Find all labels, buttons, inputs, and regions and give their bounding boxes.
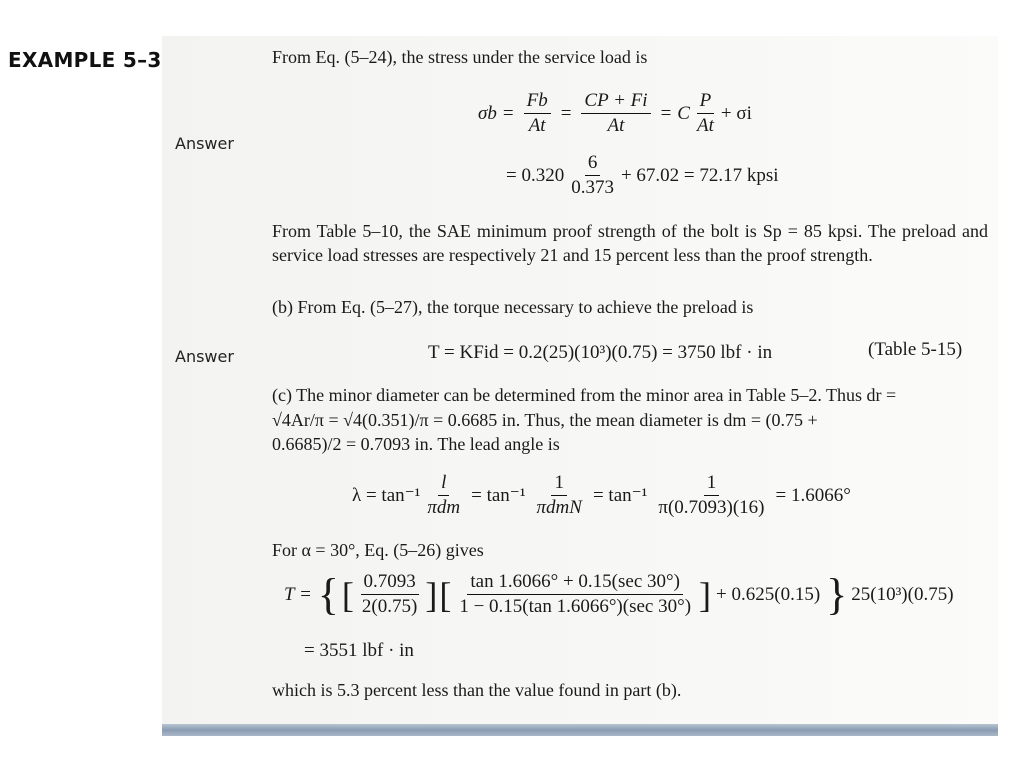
answer-label-1: Answer	[175, 134, 234, 153]
eq5-f1-num: 0.7093	[361, 571, 419, 595]
eq4-f3-den: π(0.7093)(16)	[658, 497, 765, 518]
part-c-line-1: (c) The minor diameter can be determined from the minor area in Table 5–2. Thus dr =	[272, 385, 897, 405]
eq4-frac-3	[655, 472, 767, 519]
eq4-lhs: λ = tan⁻¹	[352, 485, 421, 506]
eq2-frac	[568, 152, 617, 199]
eq5-f1-den: 2(0.75)	[361, 596, 418, 617]
eq4-rhs: = 1.6066°	[775, 484, 851, 506]
eq2-den: 0.373	[571, 177, 614, 198]
eq5-plus: + 0.625(0.15)	[716, 583, 821, 605]
eq4-f2-num: 1	[551, 472, 567, 496]
eq4-frac-1	[424, 472, 463, 519]
part-b-intro: (b) From Eq. (5–27), the torque necessary to achieve the preload is	[272, 297, 754, 317]
example-label: EXAMPLE 5–3	[8, 48, 162, 72]
answer-label-2: Answer	[175, 347, 234, 366]
eq4-f1-num: l	[438, 472, 449, 496]
table-note: (Table 5-15)	[868, 339, 963, 360]
eq5-f2-num: tan 1.6066° + 0.15(sec 30°)	[467, 571, 683, 595]
eq1-f3-den: At	[696, 115, 714, 136]
eq4-f3-num: 1	[704, 472, 720, 496]
eq4-f2-den: πdmN	[536, 497, 582, 518]
eq1-frac-2	[581, 90, 650, 137]
equation-torque: T = KFid = 0.2(25)(10³)(0.75) = 3750 lbf · in	[428, 342, 773, 363]
eq1-frac-3	[694, 90, 717, 137]
equation-lead-angle	[352, 472, 851, 519]
equation-stress: σb = $\frac{Fb}{At}$ = $\frac{CP + Fi}{At}$ = C $\frac{P}{At}$ + σi	[478, 90, 752, 136]
eq1-f3-num: P	[697, 90, 715, 114]
eq1-lhs: σb	[478, 102, 497, 124]
page-bottom-rule	[162, 724, 998, 736]
eq5-frac-1	[359, 571, 420, 618]
equation-stress-value	[506, 152, 779, 199]
eq1-c: C	[677, 102, 690, 124]
eq2-rest: + 67.02 = 72.17 kpsi	[620, 164, 779, 186]
closing-line: which is 5.3 percent less than the value found in part (b).	[272, 680, 682, 700]
eq4-f1-den: πdm	[427, 497, 461, 518]
eq2-coef: = 0.320	[506, 164, 565, 186]
eq1-f1-num: Fb	[524, 90, 551, 114]
eq5-frac-2	[456, 571, 694, 618]
eq5-f2-den: 1 − 0.15(tan 1.6066°)(sec 30°)	[459, 596, 692, 617]
eq1-frac-1	[524, 90, 551, 137]
eq1-f2-den: At	[607, 115, 625, 136]
eq4-mid: = tan⁻¹	[471, 485, 526, 506]
eq1-f1-den: At	[528, 115, 546, 136]
eq1-tail: + σi	[720, 102, 752, 124]
equation-torque-alpha: T = { [ $\frac{0.7093}{2(0.75)}$ ] [ $\frac{\tan 1.6066^\circ + 0.15(\sec 30^\circ)}{1 - 0.15(\tan 1.6066^\circ)(\sec 30^\circ)}$ ] + 0.625(0.15) } 25(10³)(0.75)	[284, 569, 954, 619]
intro-line: From Eq. (5–24), the stress under the service load is	[272, 47, 648, 67]
eq4-mid2: = tan⁻¹	[592, 485, 648, 506]
eq5-lhs: T =	[284, 583, 312, 605]
eq1-f2-num: CP + Fi	[581, 90, 650, 114]
equation-torque-alpha-result: = 3551 lbf · in	[304, 640, 414, 661]
part-c-line-2: √4Ar/π = √4(0.351)/π = 0.6685 in. Thus, the mean diameter is dm = (0.75 +	[272, 410, 818, 430]
part-c-line-3: 0.6685)/2 = 0.7093 in. The lead angle is	[272, 434, 560, 454]
eq2-num: 6	[585, 152, 601, 176]
alpha-line: For α = 30°, Eq. (5–26) gives	[272, 540, 484, 560]
eq4-frac-2	[534, 472, 585, 519]
proof-strength-paragraph: From Table 5–10, the SAE minimum proof strength of the bolt is Sp = 85 kpsi. The preload and service load stresses are respectively 21 and 15 percent less than the proof strength.	[272, 221, 988, 265]
eq5-tail: 25(10³)(0.75)	[851, 583, 954, 605]
